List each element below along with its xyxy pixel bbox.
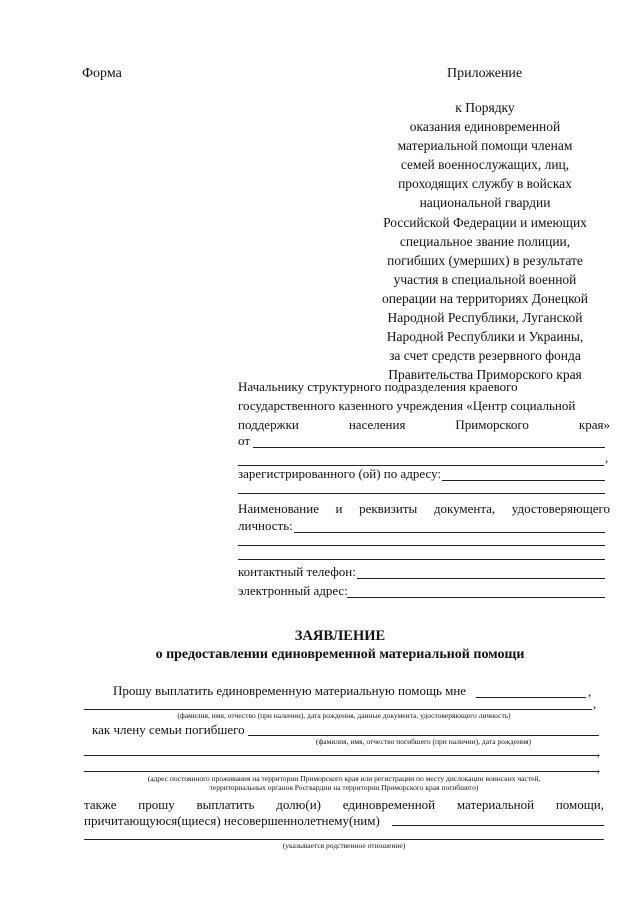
appendix-line: семей военнослужащих, лиц,	[400, 157, 570, 173]
minor-field[interactable]	[392, 825, 604, 826]
addressee-line-2: государственного казенного учреждения «Центр социальной	[238, 398, 576, 413]
request-comma: ,	[588, 684, 592, 699]
appendix-block	[355, 98, 615, 384]
relation-field[interactable]	[84, 839, 604, 840]
hint-address-1: (адрес постоянного проживания на территории Приморского края или регистрации по месту дислокации воинских частей,	[147, 774, 541, 783]
appendix-line: специальное звание полиции,	[399, 233, 571, 249]
appendix-line: за счет средств резервного фонда	[389, 348, 581, 364]
appendix-line: оказания единовременной	[409, 119, 561, 135]
hint-address-2: территориальных органов Росгвардии на территории Приморского края погибшего)	[209, 783, 479, 792]
document-subtitle: о предоставлении единовременной материальной помощи	[155, 647, 525, 662]
appendix-line: проходящих службу в войсках	[398, 176, 572, 192]
applicant-details-field[interactable]	[84, 709, 592, 710]
from-field[interactable]	[253, 447, 605, 448]
appendix-line: операции на территориях Донецкой	[382, 290, 588, 306]
document-title: ЗАЯВЛЕНИЕ	[294, 628, 386, 644]
applicant-comma: ,	[593, 696, 597, 711]
deceased-field[interactable]	[248, 735, 599, 736]
appendix-line: материальной помощи членам	[397, 138, 573, 154]
address-comma: ,	[597, 760, 601, 775]
hint-relation: (указывается родственное отношение)	[282, 841, 406, 850]
appendix-line: Народной Республики, Луганской	[387, 310, 583, 326]
request-text: Прошу выплатить единовременную материальную помощь мне	[113, 683, 467, 698]
registered-address-field-continued[interactable]	[238, 493, 605, 494]
appendix-line: к Порядку	[455, 100, 515, 115]
document-field-2[interactable]	[238, 545, 605, 546]
addressee-line-1: Начальнику структурного подразделения краевого	[238, 379, 518, 394]
deceased-comma: ,	[597, 744, 601, 759]
share-line-1: также прошу выплатить долю(и) единовременной материальной помощи,	[84, 797, 604, 812]
email-field[interactable]	[347, 597, 605, 598]
from-label: от	[238, 433, 251, 448]
hint-deceased: (фамилия, имя, отчество погибшего (при наличии), дата рождения)	[315, 737, 532, 746]
from-comma: ,	[605, 450, 609, 465]
appendix-title: Приложение	[447, 66, 523, 81]
phone-field[interactable]	[357, 578, 605, 579]
appendix-line: Народной Республики и Украины,	[386, 329, 584, 345]
address-field[interactable]	[84, 771, 599, 772]
family-member-text: как члену семьи погибшего	[92, 722, 245, 737]
appendix-line: Российской Федерации и имеющих	[383, 214, 587, 230]
document-label: личность:	[238, 518, 293, 533]
share-line-2: причитающуюся(щиеся) несовершеннолетнему(ним)	[84, 813, 380, 828]
document-line-1: Наименование и реквизиты документа, удостоверяющего	[238, 501, 610, 516]
addressee-line-3-text: поддержки населения Приморского края»	[238, 417, 610, 432]
phone-label: контактный телефон:	[238, 564, 356, 579]
addressee-line-3	[238, 416, 610, 434]
registered-address-field[interactable]	[442, 480, 605, 481]
appendix-line: национальной гвардии	[419, 195, 551, 211]
request-name-field[interactable]	[476, 697, 586, 698]
document-field-3[interactable]	[238, 559, 605, 560]
email-label: электронный адрес:	[238, 583, 348, 598]
registered-label: зарегистрированного (ой) по адресу:	[238, 466, 442, 481]
appendix-line: Правительства Приморского края	[388, 367, 582, 383]
hint-applicant: (фамилия, имя, отчество (при наличии), дата рождения, данные документа, удостоверяющего личность)	[177, 711, 511, 720]
deceased-field-continued[interactable]	[84, 755, 599, 756]
document-field[interactable]	[294, 532, 605, 533]
appendix-line: погибших (умерших) в результате	[387, 252, 583, 268]
form-label: Форма	[82, 66, 122, 81]
appendix-line: участия в специальной военной	[393, 271, 577, 287]
